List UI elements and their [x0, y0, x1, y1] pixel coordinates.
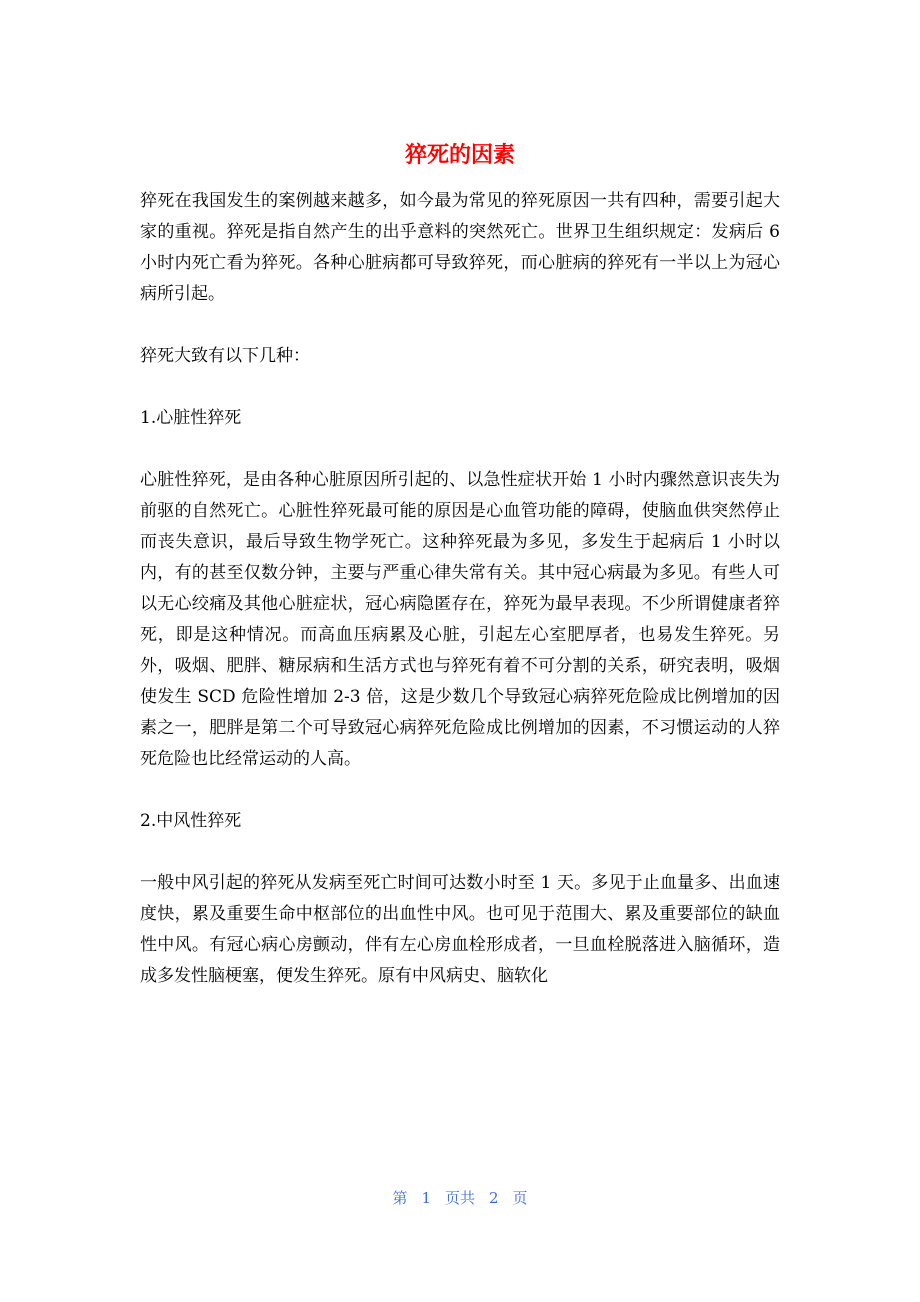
footer-suffix: 页: [512, 1189, 528, 1207]
footer-mid: 页共: [444, 1189, 475, 1207]
footer-current-page: 1: [421, 1189, 431, 1207]
document-body: [140, 186, 780, 992]
document-title: 猝死的因素: [404, 143, 515, 168]
cardiac-paragraph: 心脏性猝死，是由各种心脏原因所引起的、以急性症状开始 1 小时内骤然意识丧失为前驱的自然死亡。心脏性猝死最可能的原因是心血管功能的障碍，使脑血供突然停止而丧失意识，最后导致生物学死亡。这种猝死最为多见，多发生于起病后 1 小时以内，有的甚至仅数分钟，主要与严重心律失常有关。其中冠心病最为多见。有些人可以无心绞痛及其他心脏症状，冠心病隐匿存在，猝死为最早表现。不少所谓健康者猝死，即是这种情况。而高血压病累及心脏，引起左心室肥厚者，也易发生猝死。另外，吸烟、肥胖、糖尿病和生活方式也与猝死有着不可分割的关系，研究表明，吸烟使发生 SCD 危险性增加 2-3 倍，这是少数几个导致冠心病猝死危险成比例增加的因素之一，肥胖是第二个可导致冠心病猝死危险成比例增加的因素，不习惯运动的人猝死危险也比经常运动的人高。: [140, 470, 780, 769]
intro-paragraph: 猝死在我国发生的案例越来越多，如今最为常见的猝死原因一共有四种，需要引起大家的重视。猝死是指自然产生的出乎意料的突然死亡。世界卫生组织规定：发病后 6 小时内死亡看为猝死。各种心脏病都可导致猝死，而心脏病的猝死有一半以上为冠心病所引起。: [140, 191, 780, 304]
paragraph-spacer: [140, 310, 780, 341]
paragraph-spacer: [140, 372, 780, 403]
paragraph-spacer: [140, 837, 780, 868]
stroke-paragraph: 一般中风引起的猝死从发病至死亡时间可达数小时至 1 天。多见于止血量多、出血速度快，累及重要生命中枢部位的出血性中风。也可见于范围大、累及重要部位的缺血性中风。有冠心病心房颤动，伴有左心房血栓形成者，一旦血栓脱落进入脑循环，造成多发性脑梗塞，便发生猝死。原有中风病史、脑软化: [140, 873, 780, 986]
footer-total-pages: 2: [489, 1189, 499, 1207]
page-footer: [0, 1187, 920, 1209]
section-heading-cardiac: 1.心脏性猝死: [140, 408, 242, 428]
types-intro-line: 猝死大致有以下几种：: [140, 346, 310, 366]
paragraph-spacer: [140, 434, 780, 465]
section-heading-stroke: 2.中风性猝死: [140, 811, 242, 831]
footer-prefix: 第: [392, 1189, 408, 1207]
paragraph-spacer: [140, 775, 780, 806]
